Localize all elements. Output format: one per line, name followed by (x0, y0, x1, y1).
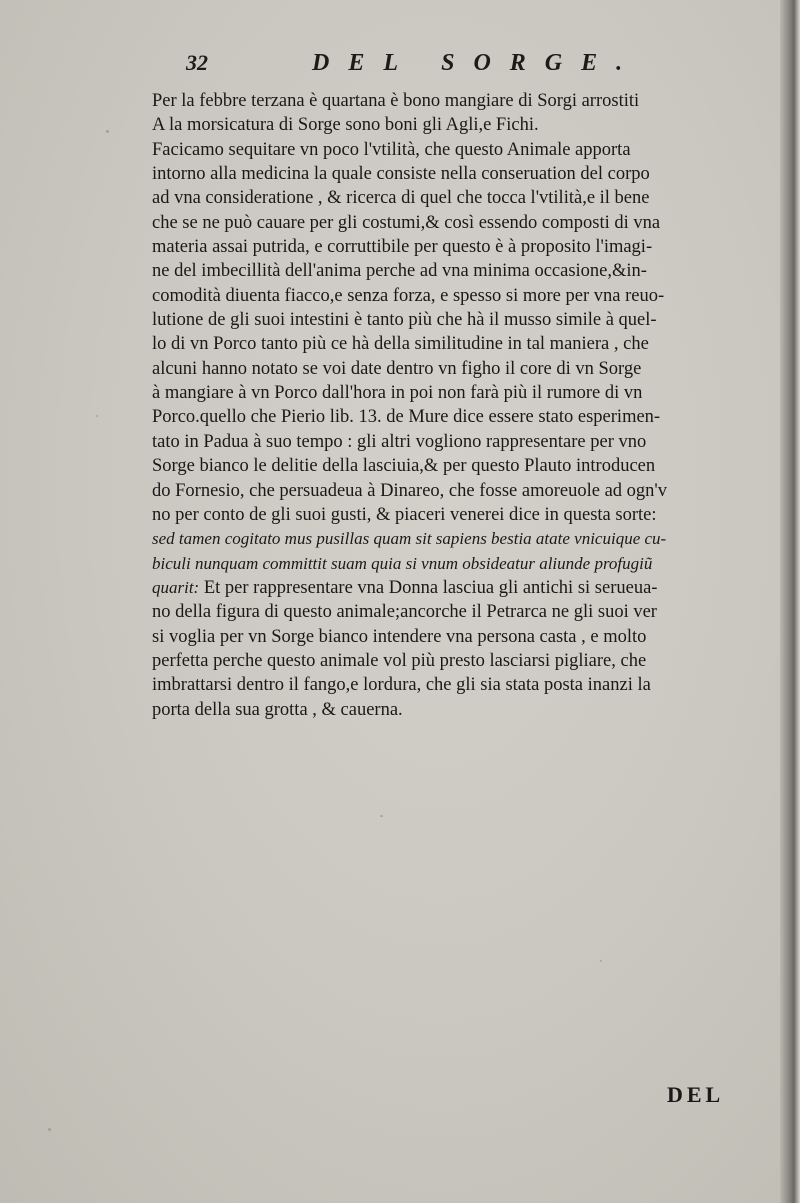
text-line: do Fornesio, che persuadeua à Dinareo, che fosse amoreuole ad ogn'v (152, 480, 667, 501)
text-line: Porco.quello che Pierio lib. 13. de Mure dice essere stato esperimen- (152, 407, 661, 428)
latin-quote-end: quarit: (152, 577, 200, 597)
paper-speck (600, 960, 602, 962)
text-line: si voglia per vn Sorge bianco intendere vna persona casta , e molto (152, 626, 647, 647)
text-line-continuation: Et per rappresentare vna Donna lasciua gli antichi si serueua- (199, 577, 658, 598)
paper-speck (96, 415, 98, 417)
text-line: alcuni hanno notato se voi date dentro vn figho il core di vn Sorge (152, 358, 642, 379)
latin-quote-line: sed tamen cogitato mus pusillas quam sit sapiens bestia atate vnicuique cu- (152, 529, 667, 549)
text-line: tato in Padua à suo tempo : gli altri vogliono rappresentare per vno (152, 431, 647, 452)
text-line: A la morsicatura di Sorge sono boni gli Agli,e Fichi. (152, 115, 539, 136)
text-line: no per conto de gli suoi gusti, & piaceri venerei dice in questa sorte: (152, 504, 657, 525)
paper-speck (380, 815, 383, 817)
paper-speck (48, 1128, 51, 1131)
text-line: porta della sua grotta , & cauerna. (152, 699, 403, 720)
text-line: lutione de gli suoi intestini è tanto più che hà il musso simile à quel- (152, 310, 657, 331)
text-line: che se ne può cauare per gli costumi,& così essendo composti di vna (152, 212, 661, 233)
catchword: DEL (667, 1082, 725, 1107)
text-line: à mangiare à vn Porco dall'hora in poi non farà più il rumore di vn (152, 383, 643, 404)
text-line: Sorge bianco le delitie della lasciuia,& per questo Plauto introducen (152, 456, 656, 477)
text-line: Facicamo sequitare vn poco l'vtilità, che questo Animale apporta (152, 139, 631, 160)
text-line: Per la febbre terzana è quartana è bono mangiare di Sorgi arrostiti (152, 91, 640, 111)
page-header (186, 50, 656, 80)
latin-quote-line (152, 576, 772, 600)
text-line: ne del imbecillità dell'anima perche ad vna minima occasione,&in- (152, 261, 647, 282)
page-number: 32 (186, 50, 208, 75)
text-line: imbrattarsi dentro il fango,e lordura, che gli sia stata posta inanzi la (152, 675, 651, 696)
paper-speck (106, 130, 109, 133)
text-line: lo di vn Porco tanto più ce hà della similitudine in tal maniera , che (152, 334, 649, 355)
latin-quote-line: biculi nunquam committit suam quia si vnum obsideatur aliunde profugiũ (152, 553, 653, 573)
body-text (152, 89, 772, 722)
text-line: no della figura di questo animale;ancorche il Petrarca ne gli suoi ver (152, 602, 657, 623)
running-title: DEL SORGE. (312, 50, 642, 76)
text-line: comodità diuenta fiacco,e senza forza, e spesso si more per vna reuo- (152, 285, 665, 306)
page-gutter-edge (780, 0, 800, 1203)
text-line: ad vna consideratione , & ricerca di quel che tocca l'vtilità,e il bene (152, 188, 650, 209)
text-line: perfetta perche questo animale vol più presto lasciarsi pigliare, che (152, 650, 647, 671)
text-line: intorno alla medicina la quale consiste nella conseruation del corpo (152, 164, 650, 185)
text-line: materia assai putrida, e corruttibile per questo è à proposito l'imagi- (152, 237, 653, 258)
